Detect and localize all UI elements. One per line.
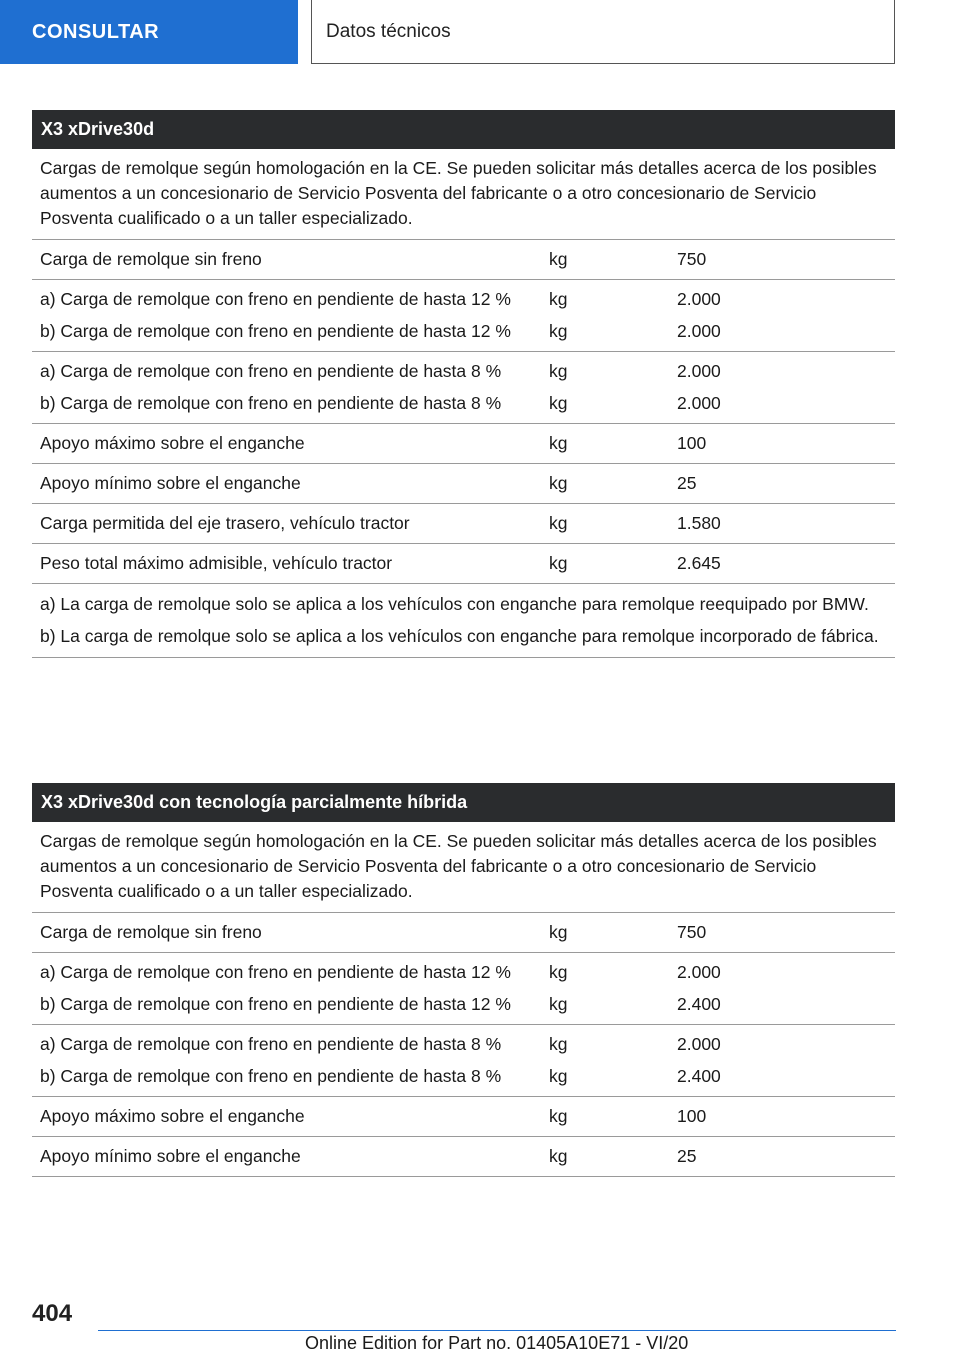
row-value bbox=[677, 1032, 895, 1089]
row-unit bbox=[549, 471, 677, 496]
value-line: 25 bbox=[677, 473, 697, 493]
section-intro: Cargas de remolque según homologación en la CE. Se pueden solicitar más detalles acerca de los posibles aumentos a un concesionario de Servicio Posventa del fabricante o a otro concesionario de Servicio Posventa cualificado o a un taller especializado. bbox=[32, 822, 895, 913]
value-line: 750 bbox=[677, 922, 707, 942]
row-value bbox=[677, 920, 895, 945]
unit-line: kg bbox=[549, 922, 568, 942]
description-line: Carga de remolque sin freno bbox=[40, 922, 262, 942]
row-unit bbox=[549, 1144, 677, 1169]
row-value bbox=[677, 287, 895, 344]
row-value bbox=[677, 1144, 895, 1169]
unit-line: kg bbox=[549, 553, 568, 573]
table-row bbox=[32, 1097, 895, 1137]
table-row bbox=[32, 504, 895, 544]
unit-line: kg bbox=[549, 249, 568, 269]
description-line: Carga de remolque sin freno bbox=[40, 249, 262, 269]
footnotes bbox=[32, 584, 895, 658]
row-unit bbox=[549, 551, 677, 576]
value-line: 2.000 bbox=[677, 393, 721, 413]
unit-line: kg bbox=[549, 1066, 568, 1086]
description-line: a) Carga de remolque con freno en pendiente de hasta 12 % bbox=[40, 962, 511, 982]
row-description bbox=[32, 431, 549, 456]
value-line: 2.645 bbox=[677, 553, 721, 573]
description-line: Carga permitida del eje trasero, vehículo tractor bbox=[40, 513, 410, 533]
row-description bbox=[32, 1032, 549, 1089]
value-line: 100 bbox=[677, 433, 707, 453]
description-line: a) Carga de remolque con freno en pendiente de hasta 12 % bbox=[40, 289, 511, 309]
description-line: Peso total máximo admisible, vehículo tractor bbox=[40, 553, 393, 573]
row-description bbox=[32, 511, 549, 536]
unit-line: kg bbox=[549, 994, 568, 1014]
row-unit bbox=[549, 287, 677, 344]
row-value bbox=[677, 471, 895, 496]
row-unit bbox=[549, 247, 677, 272]
spec-section-x3-xdrive30d bbox=[32, 110, 895, 658]
footnote: a) La carga de remolque solo se aplica a los vehículos con enganche para remolque reequipado por BMW. bbox=[40, 594, 869, 614]
table-row bbox=[32, 464, 895, 504]
footer-divider bbox=[98, 1330, 896, 1331]
description-line: b) Carga de remolque con freno en pendiente de hasta 12 % bbox=[40, 994, 511, 1014]
section-intro: Cargas de remolque según homologación en la CE. Se pueden solicitar más detalles acerca de los posibles aumentos a un concesionario de Servicio Posventa del fabricante o a otro concesionario de Servicio Posventa cualificado o a un taller especializado. bbox=[32, 149, 895, 240]
description-line: a) Carga de remolque con freno en pendiente de hasta 8 % bbox=[40, 1034, 502, 1054]
value-line: 25 bbox=[677, 1146, 697, 1166]
table-row bbox=[32, 240, 895, 280]
value-line: 2.000 bbox=[677, 361, 721, 381]
section-title: X3 xDrive30d con tecnología parcialmente híbrida bbox=[32, 783, 895, 822]
table-row bbox=[32, 280, 895, 352]
row-unit bbox=[549, 431, 677, 456]
unit-line: kg bbox=[549, 1034, 568, 1054]
row-description bbox=[32, 551, 549, 576]
value-line: 2.000 bbox=[677, 321, 721, 341]
value-line: 2.400 bbox=[677, 994, 721, 1014]
value-line: 100 bbox=[677, 1106, 707, 1126]
description-line: b) Carga de remolque con freno en pendiente de hasta 12 % bbox=[40, 321, 511, 341]
row-unit bbox=[549, 1032, 677, 1089]
description-line: a) Carga de remolque con freno en pendiente de hasta 8 % bbox=[40, 361, 502, 381]
footer-edition-text: Online Edition for Part no. 01405A10E71 - VI/20 bbox=[305, 1333, 689, 1353]
value-line: 1.580 bbox=[677, 513, 721, 533]
row-value bbox=[677, 551, 895, 576]
row-description bbox=[32, 920, 549, 945]
row-description bbox=[32, 960, 549, 1017]
unit-line: kg bbox=[549, 361, 568, 381]
description-line: Apoyo máximo sobre el enganche bbox=[40, 433, 305, 453]
page-number: 404 bbox=[32, 1300, 73, 1327]
unit-line: kg bbox=[549, 513, 568, 533]
row-unit bbox=[549, 1104, 677, 1129]
unit-line: kg bbox=[549, 962, 568, 982]
row-unit bbox=[549, 511, 677, 536]
section-tab-label: CONSULTAR bbox=[32, 20, 160, 43]
row-value bbox=[677, 960, 895, 1017]
unit-line: kg bbox=[549, 473, 568, 493]
unit-line: kg bbox=[549, 433, 568, 453]
row-description bbox=[32, 471, 549, 496]
section-title: X3 xDrive30d bbox=[32, 110, 895, 149]
description-line: Apoyo máximo sobre el enganche bbox=[40, 1106, 305, 1126]
value-line: 750 bbox=[677, 249, 707, 269]
description-line: b) Carga de remolque con freno en pendiente de hasta 8 % bbox=[40, 1066, 502, 1086]
unit-line: kg bbox=[549, 1146, 568, 1166]
table-row bbox=[32, 1025, 895, 1097]
description-line: Apoyo mínimo sobre el enganche bbox=[40, 1146, 301, 1166]
footnote: b) La carga de remolque solo se aplica a los vehículos con enganche para remolque incorporado de fábrica. bbox=[40, 626, 879, 646]
chapter-title: Datos técnicos bbox=[326, 20, 451, 42]
unit-line: kg bbox=[549, 321, 568, 341]
table-row bbox=[32, 913, 895, 953]
row-description bbox=[32, 247, 549, 272]
row-unit bbox=[549, 359, 677, 416]
row-description bbox=[32, 359, 549, 416]
table-row bbox=[32, 544, 895, 584]
row-value bbox=[677, 247, 895, 272]
row-value bbox=[677, 511, 895, 536]
value-line: 2.000 bbox=[677, 962, 721, 982]
unit-line: kg bbox=[549, 1106, 568, 1126]
row-value bbox=[677, 431, 895, 456]
row-description bbox=[32, 287, 549, 344]
table-row bbox=[32, 424, 895, 464]
section-tab-consultar[interactable] bbox=[0, 0, 298, 64]
description-line: b) Carga de remolque con freno en pendiente de hasta 8 % bbox=[40, 393, 502, 413]
unit-line: kg bbox=[549, 393, 568, 413]
table-row bbox=[32, 953, 895, 1025]
row-value bbox=[677, 359, 895, 416]
row-unit bbox=[549, 920, 677, 945]
description-line: Apoyo mínimo sobre el enganche bbox=[40, 473, 301, 493]
value-line: 2.400 bbox=[677, 1066, 721, 1086]
value-line: 2.000 bbox=[677, 1034, 721, 1054]
page-header-title bbox=[311, 0, 895, 64]
value-line: 2.000 bbox=[677, 289, 721, 309]
row-unit bbox=[549, 960, 677, 1017]
row-description bbox=[32, 1104, 549, 1129]
row-value bbox=[677, 1104, 895, 1129]
row-description bbox=[32, 1144, 549, 1169]
unit-line: kg bbox=[549, 289, 568, 309]
table-row bbox=[32, 1137, 895, 1177]
table-row bbox=[32, 352, 895, 424]
spec-section-x3-xdrive30d-mild-hybrid bbox=[32, 783, 895, 1177]
